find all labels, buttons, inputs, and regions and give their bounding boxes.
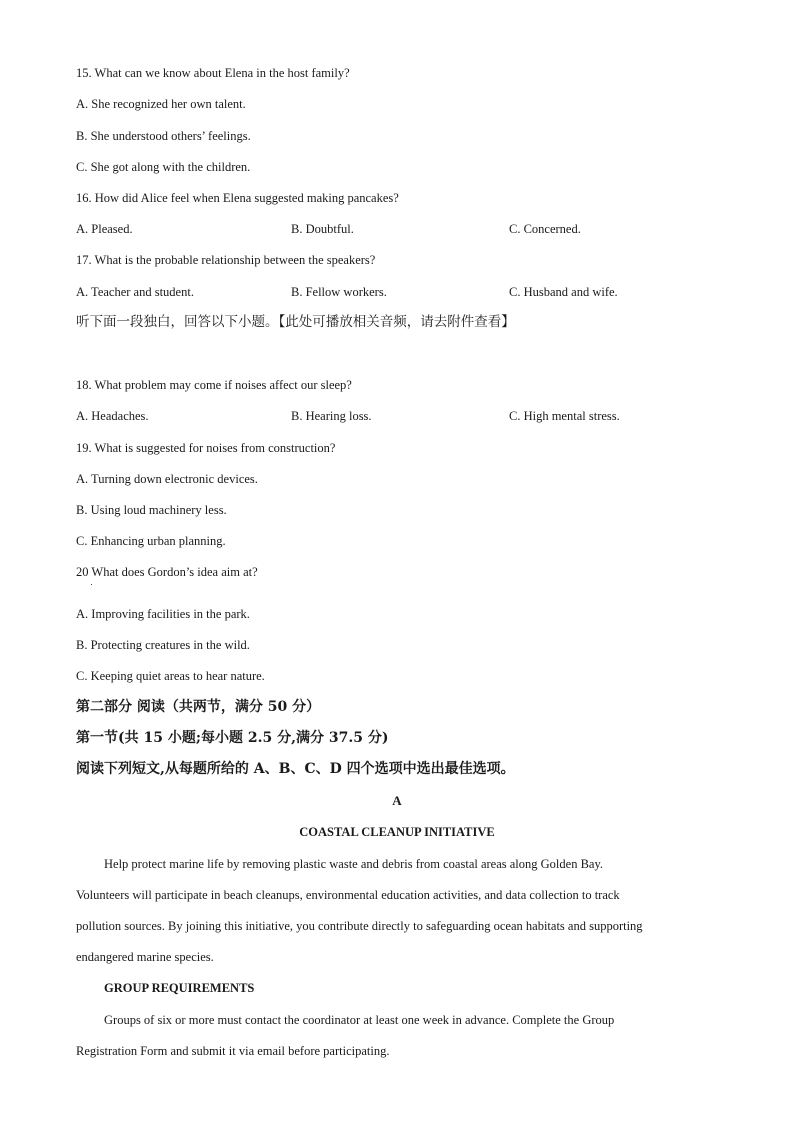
question-19-option-b: B. Using loud machinery less. xyxy=(76,503,227,517)
question-17-option-a: A. Teacher and student. xyxy=(76,285,194,299)
question-18-option-a: A. Headaches. xyxy=(76,409,149,423)
section-1-heading: 第一节(共 15 小题;每小题 2.5 分,满分 37.5 分) xyxy=(76,730,389,746)
question-20-stem: 20 What does Gordon’s idea aim at? xyxy=(76,565,258,579)
question-18-option-c: C. High mental stress. xyxy=(509,409,620,423)
question-20-option-b: B. Protecting creatures in the wild. xyxy=(76,638,250,652)
question-18-stem: 18. What problem may come if noises affect our sleep? xyxy=(76,378,352,392)
question-18-option-b: B. Hearing loss. xyxy=(291,409,372,423)
passage-title: COASTAL CLEANUP INITIATIVE xyxy=(299,825,495,839)
monologue-instruction: 听下面一段独白，回答以下小题。【此处可播放相关音频，请去附件查看】 xyxy=(76,314,515,330)
question-16-option-a: A. Pleased. xyxy=(76,222,133,236)
question-15-option-b: B. She understood others’ feelings. xyxy=(76,129,251,143)
question-15-stem: 15. What can we know about Elena in the host family? xyxy=(76,66,350,80)
question-15-option-c: C. She got along with the children. xyxy=(76,160,251,174)
question-19-option-c: C. Enhancing urban planning. xyxy=(76,534,226,548)
paragraph-1-line-3: pollution sources. By joining this initiative, you contribute directly to safeguarding ocean habitats and supporting xyxy=(76,919,643,933)
question-17-stem: 17. What is the probable relationship between the speakers? xyxy=(76,253,376,267)
question-16-option-b: B. Doubtful. xyxy=(291,222,354,236)
paragraph-1-line-2: Volunteers will participate in beach cleanups, environmental education activities, and data collection to track xyxy=(76,888,620,902)
question-20-option-a: A. Improving facilities in the park. xyxy=(76,607,250,621)
part-2-heading: 第二部分 阅读（共两节，满分 50 分） xyxy=(76,699,321,715)
question-19-option-a: A. Turning down electronic devices. xyxy=(76,472,258,486)
reading-instruction: 阅读下列短文,从每题所给的 A、B、C、D 四个选项中选出最佳选项。 xyxy=(76,761,515,777)
paragraph-1-line-1: Help protect marine life by removing plastic waste and debris from coastal areas along Golden Bay. xyxy=(104,857,604,871)
paragraph-2-line-2: Registration Form and submit it via email before participating. xyxy=(76,1044,390,1058)
passage-letter: A xyxy=(392,793,402,808)
paragraph-1-line-4: endangered marine species. xyxy=(76,950,214,964)
question-20-option-c: C. Keeping quiet areas to hear nature. xyxy=(76,669,265,683)
question-19-stem: 19. What is suggested for noises from construction? xyxy=(76,441,336,455)
group-requirements-heading: GROUP REQUIREMENTS xyxy=(104,981,255,995)
question-17-option-b: B. Fellow workers. xyxy=(291,285,387,299)
paragraph-2-line-1: Groups of six or more must contact the coordinator at least one week in advance. Complete the Group xyxy=(104,1013,615,1027)
stray-dot xyxy=(91,584,92,585)
question-16-option-c: C. Concerned. xyxy=(509,222,581,236)
question-17-option-c: C. Husband and wife. xyxy=(509,285,618,299)
question-16-stem: 16. How did Alice feel when Elena suggested making pancakes? xyxy=(76,191,399,205)
question-15-option-a: A. She recognized her own talent. xyxy=(76,97,246,111)
